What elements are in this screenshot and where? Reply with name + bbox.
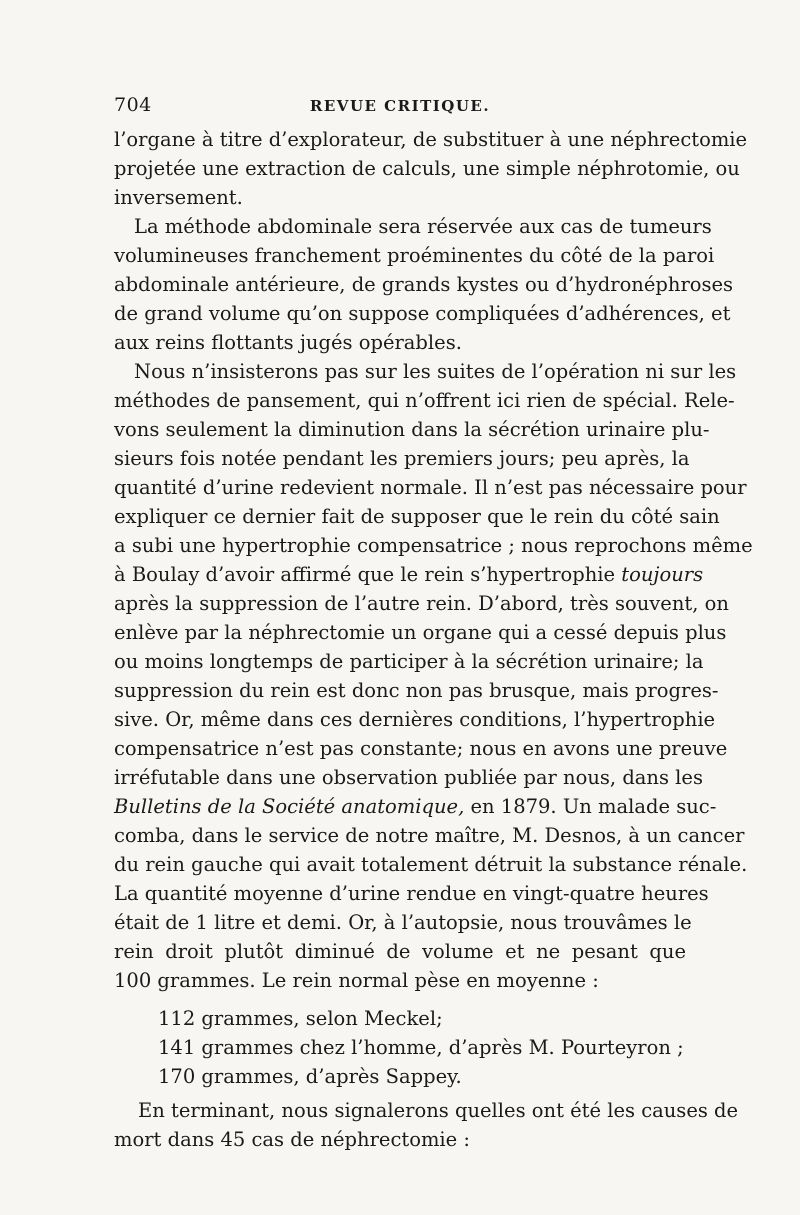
text-segment: en 1879. Un malade suc- <box>470 795 717 818</box>
page-number: 704 <box>114 94 152 116</box>
list-item: 141 grammes chez l’homme, d’après M. Pourteyron ; <box>158 1036 684 1059</box>
text-line: vons seulement la diminution dans la sécrétion urinaire plu- <box>114 418 710 441</box>
running-title: REVUE CRITIQUE. <box>309 97 491 115</box>
text-line: de grand volume qu’on suppose compliquées d’adhérences, et <box>114 302 731 325</box>
text-line: En terminant, nous signalerons quelles ont été les causes de <box>138 1099 739 1122</box>
text-line: compensatrice n’est pas constante; nous en avons une preuve <box>114 737 728 760</box>
text-line: La méthode abdominale sera réservée aux cas de tumeurs <box>134 215 712 238</box>
text-line: a subi une hypertrophie compensatrice ; nous reprochons même <box>114 534 753 557</box>
list-item: 112 grammes, selon Meckel; <box>158 1007 443 1030</box>
text-line: abdominale antérieure, de grands kystes ou d’hydronéphroses <box>114 273 734 296</box>
text-line: sive. Or, même dans ces dernières conditions, l’hypertrophie <box>114 708 716 731</box>
text-line: ou moins longtemps de participer à la sécrétion urinaire; la <box>114 650 704 673</box>
text-line: suppression du rein est donc non pas brusque, mais progres- <box>114 679 719 702</box>
text-line: enlève par la néphrectomie un organe qui a cessé depuis plus <box>114 621 727 644</box>
text-line <box>114 561 704 589</box>
text-line: inversement. <box>114 186 243 209</box>
text-line: rein droit plutôt diminué de volume et ne pesant que <box>114 940 686 963</box>
text-line <box>114 793 717 821</box>
text-line: était de 1 litre et demi. Or, à l’autopsie, nous trouvâmes le <box>114 911 692 934</box>
page-header <box>114 94 686 120</box>
text-line: comba, dans le service de notre maître, M. Desnos, à un cancer <box>114 824 745 847</box>
text-line: La quantité moyenne d’urine rendue en vingt-quatre heures <box>114 882 709 905</box>
list-item: 170 grammes, d’après Sappey. <box>158 1065 462 1088</box>
text-line: sieurs fois notée pendant les premiers jours; peu après, la <box>114 447 690 470</box>
journal-title: Bulletins de la Société anatomique, <box>114 795 465 818</box>
italic-word: toujours <box>621 563 704 586</box>
text-line: méthodes de pansement, qui n’offrent ici rien de spécial. Rele- <box>114 389 735 412</box>
text-line: Nous n’insisterons pas sur les suites de l’opération ni sur les <box>134 360 737 383</box>
text-line: expliquer ce dernier fait de supposer que le rein du côté sain <box>114 505 720 528</box>
text-line: du rein gauche qui avait totalement détruit la substance rénale. <box>114 853 748 876</box>
text-line: volumineuses franchement proéminentes du côté de la paroi <box>114 244 715 267</box>
text-line: 100 grammes. Le rein normal pèse en moyenne : <box>114 969 599 992</box>
text-line: quantité d’urine redevient normale. Il n’est pas nécessaire pour <box>114 476 747 499</box>
text-line: après la suppression de l’autre rein. D’abord, très souvent, on <box>114 592 729 615</box>
text-segment: à Boulay d’avoir affirmé que le rein s’hypertrophie <box>114 563 616 586</box>
text-line: aux reins flottants jugés opérables. <box>114 331 462 354</box>
text-line: irréfutable dans une observation publiée par nous, dans les <box>114 766 703 789</box>
text-line: projetée une extraction de calculs, une simple néphrotomie, ou <box>114 157 740 180</box>
text-line: l’organe à titre d’explorateur, de substituer à une néphrectomie <box>114 128 748 151</box>
text-line: mort dans 45 cas de néphrectomie : <box>114 1128 470 1151</box>
